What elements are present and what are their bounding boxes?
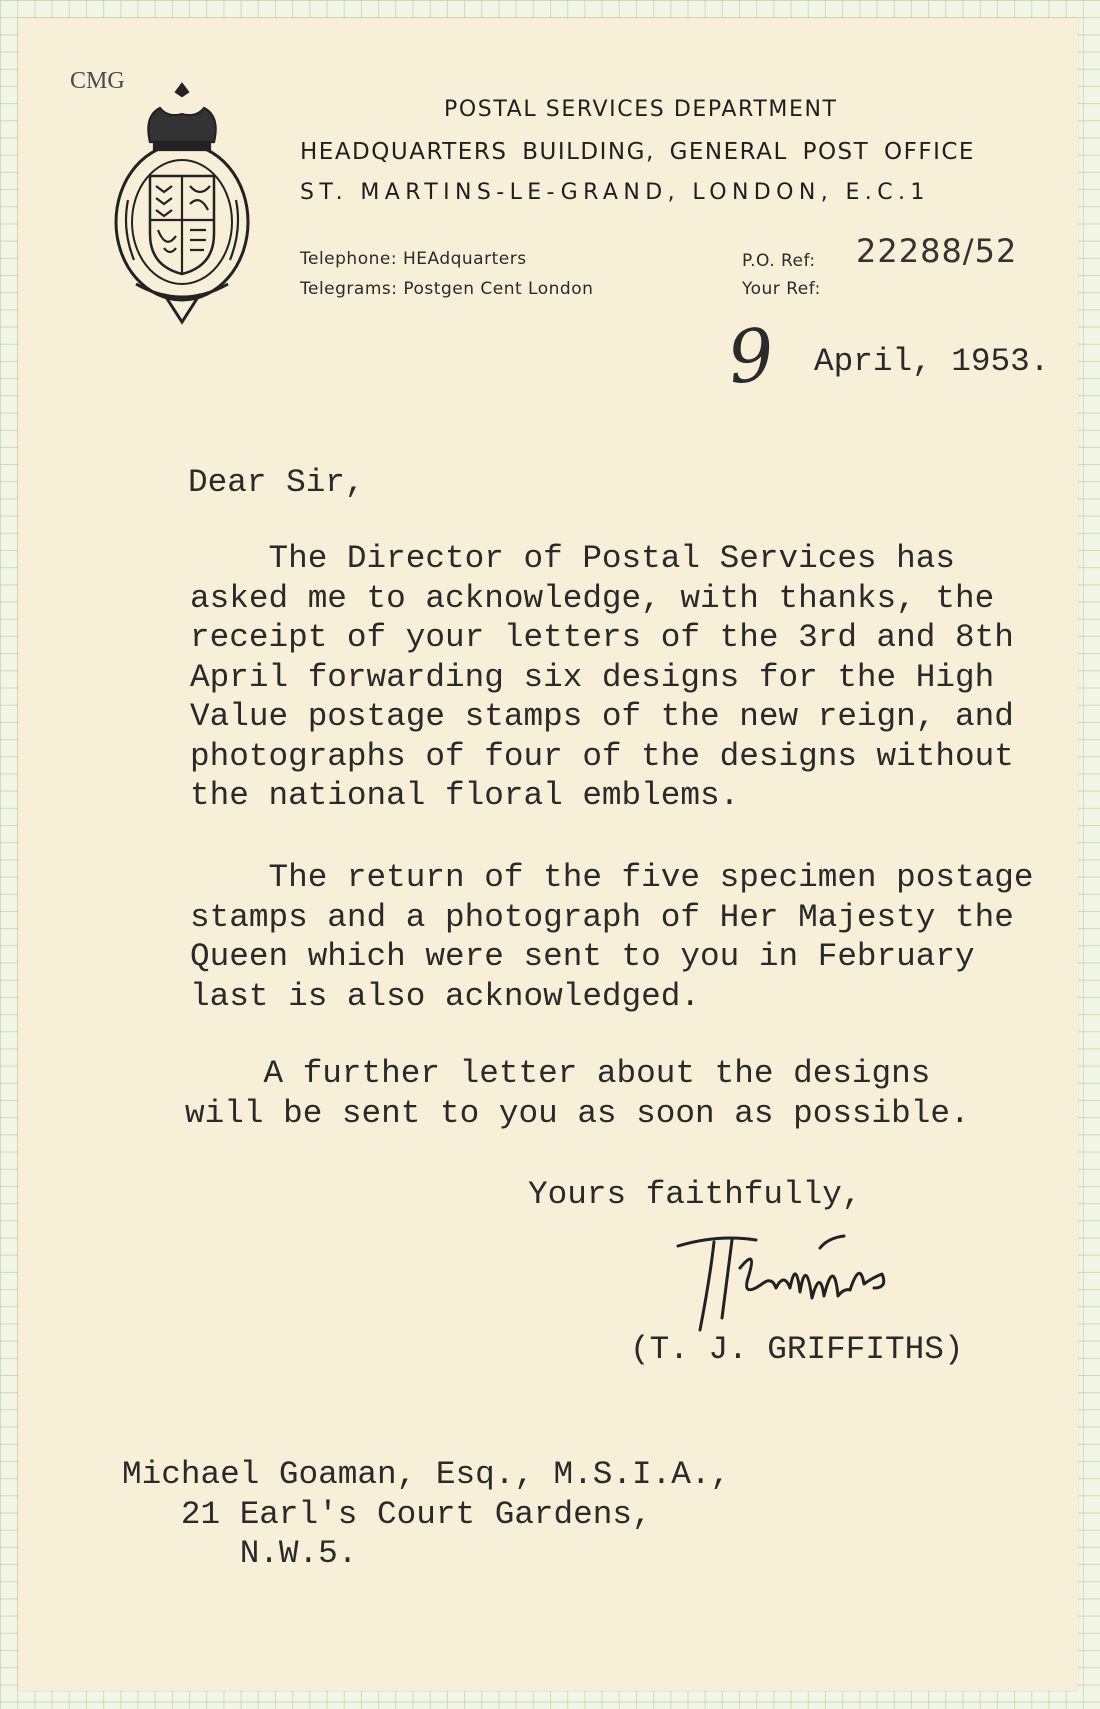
closing: Yours faithfully, <box>528 1176 862 1213</box>
handwritten-signature <box>670 1228 950 1338</box>
telephone-line: Telephone: HEAdquarters <box>300 249 527 269</box>
body-paragraph-2: The return of the five specimen postage stamps and a photograph of Her Majesty the Queen which were sent to you in February last is also acknowledged. <box>190 859 1034 1015</box>
handwritten-day: 9 <box>723 311 779 401</box>
royal-coat-of-arms-icon <box>106 80 258 326</box>
salutation: Dear Sir, <box>188 464 365 501</box>
body-paragraph-1: The Director of Postal Services has asked me to acknowledge, with thanks, the receipt of your letters of the 3rd and 8th April forwarding six designs for the High Value postage stamps of the new reign, and photographs of four of the designs without the national floral emblems. <box>190 540 1014 814</box>
signatory-name: (T. J. GRIFFITHS) <box>630 1331 964 1368</box>
po-ref-label: P.O. Ref: <box>742 251 816 271</box>
telegrams-line: Telegrams: Postgen Cent London <box>300 279 594 299</box>
cmg-mark: CMG <box>70 68 125 94</box>
letter-sheet <box>18 18 1078 1691</box>
po-ref-value: 22288/52 <box>856 232 1018 270</box>
your-ref-label: Your Ref: <box>742 279 821 299</box>
letter-date: April, 1953. <box>814 343 1050 380</box>
recipient-address: Michael Goaman, Esq., M.S.I.A., 21 Earl's Court Gardens, N.W.5. <box>122 1456 731 1572</box>
department-name: POSTAL SERVICES DEPARTMENT <box>444 97 838 122</box>
body-paragraph-3: A further letter about the designs will be sent to you as soon as possible. <box>185 1055 970 1132</box>
street-address: ST. MARTINS-LE-GRAND, LONDON, E.C.1 <box>300 180 930 205</box>
building-name: HEADQUARTERS BUILDING, GENERAL POST OFFICE <box>300 139 975 165</box>
